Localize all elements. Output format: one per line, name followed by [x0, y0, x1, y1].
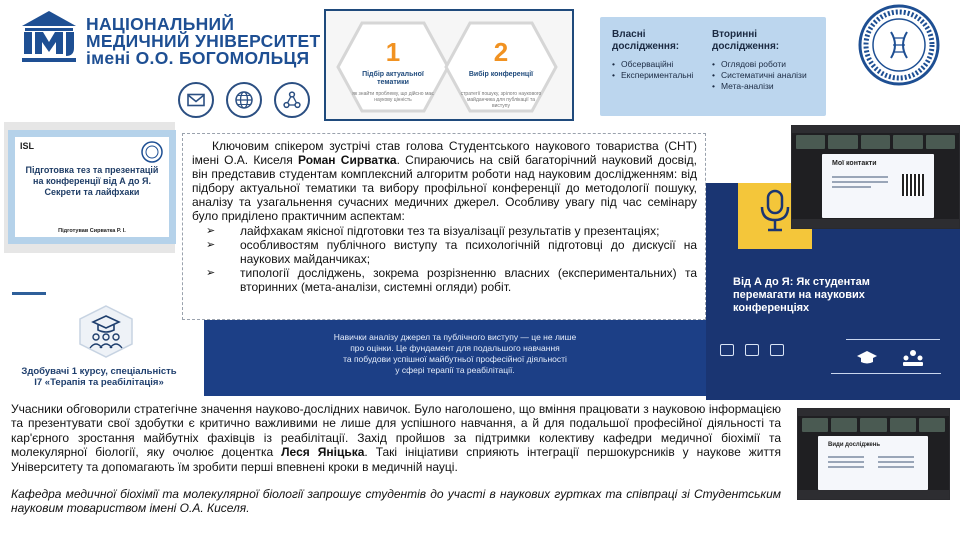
secondary-research-title-line2: дослідження:: [712, 41, 780, 52]
university-emblem-icon: [18, 8, 80, 70]
call-topbar: [792, 126, 959, 133]
call-topbar: [798, 409, 949, 416]
slide-text-lines: [832, 176, 888, 191]
list-item: ➢ особливостям публічного виступу та психологічній підготовці до дискусії на наукових майданчиках;: [192, 238, 697, 266]
video-call-screenshot-top: [791, 125, 960, 229]
banner-line1: Навички аналізу джерел та публічного виступу — це не лише: [333, 332, 577, 342]
participant-tiles: [796, 135, 955, 149]
shared-slide: [818, 436, 928, 490]
banner-line4: у сфері терапії та реабілітації.: [395, 365, 515, 375]
step-2: [442, 19, 560, 115]
poster-author: Підготував Сирватка Р. І.: [58, 228, 126, 234]
step-2-number: 2: [493, 37, 509, 67]
research-types-card: [600, 17, 826, 116]
own-research-title-line1: Власні: [612, 29, 646, 40]
students-caption-line1: Здобувачі 1 курсу, спеціальність: [21, 366, 177, 377]
steps-card: [324, 9, 574, 121]
banner-line2: про оцінки. Це фундамент для подальшого навчання: [350, 343, 560, 353]
calendar-icon: [745, 344, 759, 356]
phone-icon: [770, 344, 784, 356]
person-icon: [720, 344, 734, 356]
secondary-research-title-line1: Вторинні: [712, 29, 758, 40]
speaker-name: Роман Сирватка: [298, 153, 397, 168]
department-head-name: Леся Яніцька: [281, 445, 365, 460]
university-name-line1: НАЦІОНАЛЬНИЙ: [86, 14, 235, 34]
seal-icon: [141, 141, 163, 163]
email-icon[interactable]: [178, 82, 214, 118]
step-1-title: Підбір актуальної тематики: [362, 71, 424, 86]
divider: [12, 292, 46, 295]
shared-slide: [822, 154, 934, 218]
university-name-line3: імені О.О. БОГОМОЛЬЦЯ: [86, 48, 310, 68]
list-item: • Експериментальні: [612, 70, 693, 81]
globe-icon[interactable]: [226, 82, 262, 118]
intro-text-start: Ключовим спікером зустрічі став голова Студентського наукового товариства (СНТ) імені О.А. Киселя: [192, 139, 697, 168]
poster-title: Підготовка тез та презентацій на конференції від А до Я. Секрети та лайфхаки: [25, 165, 159, 197]
microphone-icon: [757, 189, 793, 233]
list-item: • Мета-аналізи: [712, 81, 812, 92]
poster-logo: ISL: [20, 141, 35, 151]
secondary-research-list: [712, 59, 812, 92]
students-caption: [6, 366, 192, 388]
call-bottombar: [792, 219, 959, 228]
participant-tiles: [802, 418, 945, 432]
banner-text: [204, 332, 706, 376]
summary-text-end: . Такі ініціативи сприяють інтеграції першокурсників у наукове життя Університету та допомагають їм зробити перші впевнені кроки в медичній науці.: [11, 445, 782, 474]
intro-text-end: . Спираючись на свій багаторічний науковий досвід, він представив студентам комплексний алгоритм роботи над науковим дослідженням: від підбору актуальної тематики та вибору профільної конференції до методології пошуку, аналізу та узагальнення сучасних медичних джерел. Особливу увагу під час семінару було приділено практичним аспектам:: [192, 153, 697, 224]
summary-paragraph: [11, 402, 781, 474]
qr-code: [902, 174, 924, 196]
group-icon: [902, 349, 924, 367]
step-2-title: Вибір конференції: [468, 71, 534, 78]
contact-icons: [178, 82, 310, 118]
slide-text-lines: [878, 456, 914, 471]
banner-line3: та побудови успішної майбутньої професійної діяльності: [343, 354, 567, 364]
students-caption-line2: I7 «Терапія та реабілітація»: [34, 377, 164, 388]
university-logo: [18, 8, 321, 70]
promo-divider: [846, 339, 940, 340]
call-bottombar: [798, 490, 949, 499]
aspects-list: [192, 224, 697, 294]
own-research-list: [612, 59, 693, 81]
bottom-text: [11, 402, 781, 516]
university-name-line2: МЕДИЧНИЙ УНІВЕРСИТЕТ: [86, 31, 321, 51]
students-icon: [75, 304, 137, 358]
slide-text-lines: [828, 456, 864, 471]
intro-paragraph: [192, 139, 697, 224]
step-1-number: 1: [385, 37, 401, 67]
list-item: • Систематичні аналізи: [712, 70, 812, 81]
seminar-poster: [8, 130, 176, 244]
promo-icons-right: [856, 349, 924, 367]
secondary-research: [712, 29, 812, 92]
university-name: [86, 16, 320, 67]
list-item: ➢ лайфхакам якісної підготовки тез та візуалізації результатів у презентаціях;: [192, 224, 697, 238]
secondary-research-title: [712, 29, 812, 53]
graduation-cap-icon: [856, 349, 878, 367]
step-1-desc: як знайти проблему, що дійсно має наукову цінність: [352, 91, 434, 103]
own-research-title: [612, 29, 693, 53]
promo-title: Від А до Я: Як студентам перемагати на наукових конференціях: [733, 276, 870, 314]
slide-title: Види досліджень: [828, 442, 881, 448]
slide-title: Мої контакти: [832, 160, 877, 167]
list-item: • Обсерваційні: [612, 59, 693, 70]
step-1: [334, 19, 452, 115]
share-icon[interactable]: [274, 82, 310, 118]
main-text-box: [182, 133, 706, 320]
promo-divider: [831, 373, 941, 374]
step-2-desc: стратегії пошуку, зрілого наукового майданчика для публікації та виступу: [460, 91, 542, 109]
video-call-screenshot-bottom: [797, 408, 950, 500]
own-research: [612, 29, 693, 81]
own-research-title-line2: дослідження:: [612, 41, 680, 52]
list-item: • Оглядові роботи: [712, 59, 812, 70]
quote-banner: [204, 320, 706, 396]
invitation-paragraph: Кафедра медичної біохімії та молекулярної біології запрошує студентів до участі в наукових гуртках та співпраці зі Студентським науковим товариством імені О.А. Киселя.: [11, 487, 781, 516]
promo-icons: [720, 344, 784, 356]
department-seal-icon: [858, 4, 940, 86]
summary-text-start: Учасники обговорили стратегічне значення науково-дослідних навичок. Було наголошено, що вміння працювати з науковою інформацією та презентувати свої здобутки є критично важливими не лише для успішного навчання, а й для подальшої професійної діяльності та кар'єрного зростання майбутніх фахівців із реабілітації. Захід пройшов за підтримки колективу кафедри медичної біохімії та молекулярної біології, яку очолює доцентка: [11, 402, 781, 460]
list-item: ➢ типології досліджень, зокрема розрізненню власних (експериментальних) та вторинних (мета-аналізи, системні огляди) робіт.: [192, 266, 697, 294]
